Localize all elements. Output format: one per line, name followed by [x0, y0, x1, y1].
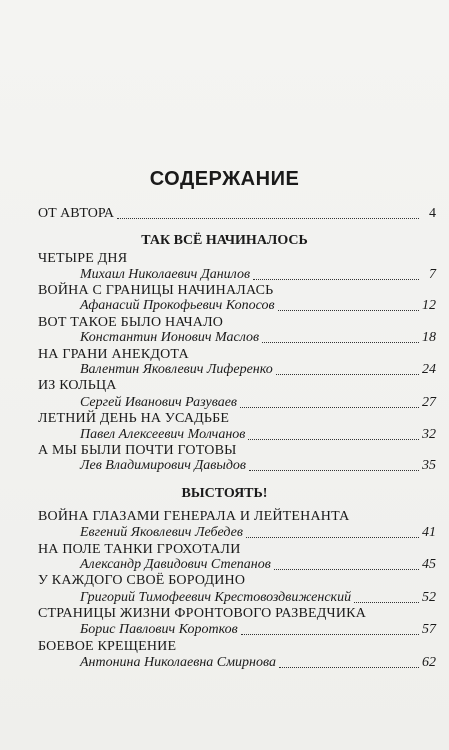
toc-author-row — [80, 457, 436, 475]
toc-heading: БОЕВОЕ КРЕЩЕНИЕ — [38, 639, 177, 654]
page-number: 24 — [422, 362, 436, 377]
toc-label: ОТ АВТОРА — [38, 206, 115, 221]
toc-heading: ЧЕТЫРЕ ДНЯ — [38, 251, 128, 266]
dot-leader — [354, 601, 419, 603]
page-number: 18 — [422, 330, 436, 345]
toc-entry-foreword — [38, 205, 436, 223]
dot-leader — [253, 278, 419, 280]
dot-leader — [279, 666, 419, 668]
toc-author: Александр Давидович Степанов — [80, 557, 271, 572]
toc-heading: СТРАНИЦЫ ЖИЗНИ ФРОНТОВОГО РАЗВЕДЧИКА — [38, 606, 367, 621]
toc-heading: ВОЙНА С ГРАНИЦЫ НАЧИНАЛАСЬ — [38, 283, 274, 298]
dot-leader — [117, 217, 419, 219]
section-title: ТАК ВСЁ НАЧИНАЛОСЬ — [141, 233, 308, 248]
dot-leader — [262, 341, 419, 343]
toc-author: Михаил Николаевич Данилов — [80, 267, 251, 282]
toc-heading: ЛЕТНИЙ ДЕНЬ НА УСАДЬБЕ — [38, 411, 230, 426]
dot-leader — [276, 373, 419, 375]
page-number: 57 — [422, 622, 436, 637]
toc-author: Григорий Тимофеевич Крестовоздвиженский — [80, 590, 352, 605]
toc-heading: У КАЖДОГО СВОЁ БОРОДИНО — [38, 573, 246, 588]
section-title: ВЫСТОЯТЬ! — [181, 486, 268, 501]
toc-author: Борис Павлович Коротков — [80, 622, 238, 637]
toc-heading: НА ГРАНИ АНЕКДОТА — [38, 347, 189, 362]
toc-heading: НА ПОЛЕ ТАНКИ ГРОХОТАЛИ — [38, 542, 241, 557]
toc-heading: ВОТ ТАКОЕ БЫЛО НАЧАЛО — [38, 315, 224, 330]
toc-heading: ВОЙНА ГЛАЗАМИ ГЕНЕРАЛА И ЛЕЙТЕНАНТА — [38, 509, 350, 524]
page-number: 12 — [422, 298, 436, 313]
toc-author: Валентин Яковлевич Лиференко — [80, 362, 273, 377]
toc-author: Павел Алексеевич Молчанов — [80, 427, 246, 442]
page-number: 4 — [429, 206, 436, 221]
page-number: 35 — [422, 458, 436, 473]
page-number: 62 — [422, 655, 436, 670]
page-number: 45 — [422, 557, 436, 572]
toc-author-row — [80, 524, 436, 542]
toc-author: Лев Владимирович Давыдов — [80, 458, 246, 473]
toc-author-row — [80, 297, 436, 315]
toc-author-row — [80, 654, 436, 672]
toc-author: Евгений Яковлевич Лебедев — [80, 525, 243, 540]
toc-author: Константин Ионович Маслов — [80, 330, 260, 345]
page-title: СОДЕРЖАНИЕ — [149, 168, 300, 190]
toc-heading: ИЗ КОЛЬЦА — [38, 378, 117, 393]
toc-author: Афанасий Прокофьевич Копосов — [80, 298, 275, 313]
page-number: 41 — [422, 525, 436, 540]
toc-heading: А МЫ БЫЛИ ПОЧТИ ГОТОВЫ — [38, 443, 237, 458]
page-number: 27 — [422, 395, 436, 410]
page-number: 32 — [422, 427, 436, 442]
dot-leader — [241, 633, 419, 635]
dot-leader — [248, 438, 419, 440]
toc-author: Антонина Николаевна Смирнова — [80, 655, 276, 670]
dot-leader — [278, 309, 419, 311]
dot-leader — [240, 406, 419, 408]
page-number: 7 — [429, 267, 436, 282]
dot-leader — [274, 568, 419, 570]
toc-author-row — [80, 329, 436, 347]
dot-leader — [246, 536, 419, 538]
page-number: 52 — [422, 590, 436, 605]
dot-leader — [249, 469, 419, 471]
toc-author: Сергей Иванович Разуваев — [80, 395, 237, 410]
toc-author-row — [80, 621, 436, 639]
